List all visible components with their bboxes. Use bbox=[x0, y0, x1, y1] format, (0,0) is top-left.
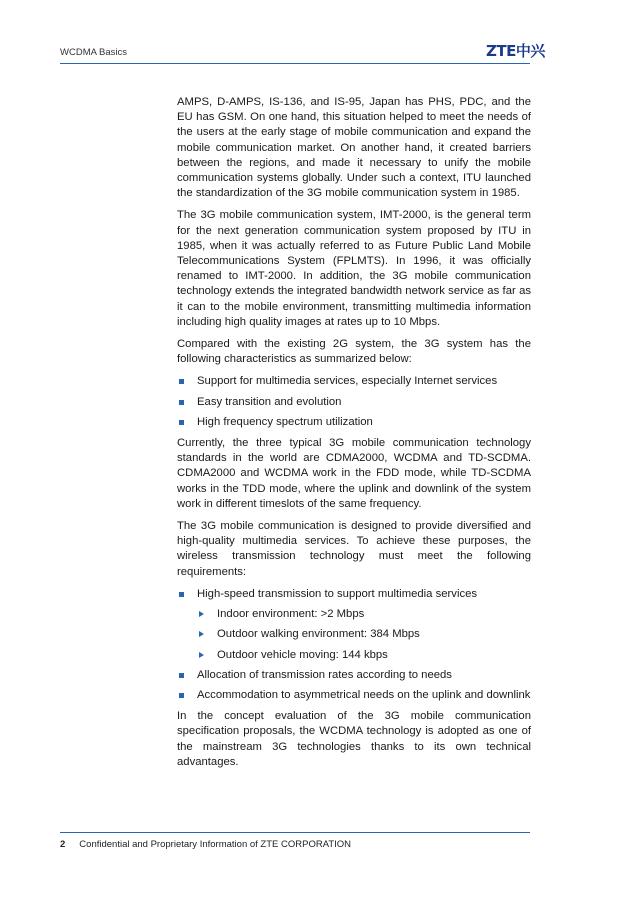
sub-list-item: Indoor environment: >2 Mbps bbox=[197, 607, 531, 622]
sub-list-item: Outdoor walking environment: 384 Mbps bbox=[197, 627, 531, 642]
sub-list-item: Outdoor vehicle moving: 144 kbps bbox=[197, 648, 531, 663]
page-footer bbox=[60, 839, 351, 850]
header-rule bbox=[60, 63, 530, 64]
paragraph: In the concept evaluation of the 3G mobile communication specification proposals, the WCDMA technology is adopted as one of the mainstream 3G technologies thanks to its own technical advantages. bbox=[177, 710, 531, 768]
list-item: Accommodation to asymmetrical needs on the uplink and downlink bbox=[177, 688, 531, 703]
list-item: High frequency spectrum utilization bbox=[177, 415, 531, 430]
zte-logo: ZTE中兴 bbox=[486, 42, 545, 60]
main-content bbox=[177, 95, 531, 777]
triangle-bullet-icon bbox=[199, 652, 204, 658]
triangle-bullet-icon bbox=[199, 631, 204, 637]
footer-text: Confidential and Proprietary Information of ZTE CORPORATION bbox=[79, 839, 352, 850]
square-bullet-icon bbox=[179, 400, 184, 405]
document-title: WCDMA Basics bbox=[60, 47, 128, 58]
list-item: Easy transition and evolution bbox=[177, 395, 531, 410]
paragraph: The 3G mobile communication is designed to provide diversified and high-quality multimedia services. To achieve these purposes, the wireless transmission technology must meet the following requirements: bbox=[177, 520, 531, 578]
list-item: Support for multimedia services, especially Internet services bbox=[177, 374, 531, 389]
paragraph: AMPS, D-AMPS, IS-136, and IS-95, Japan has PHS, PDC, and the EU has GSM. On one hand, this situation helped to meet the needs of the users at the early stage of mobile communication and expand the mobile communication market. On another hand, it created barriers between the regions, and made it necessary to unify the mobile communication systems globally. Under such a context, ITU launched the standardization of the 3G mobile communication system in 1985. bbox=[177, 96, 531, 200]
requirements-list bbox=[177, 587, 531, 703]
paragraph: The 3G mobile communication system, IMT-2000, is the general term for the next generation communication system proposed by ITU in 1985, when it was actually referred to as Future Public Land Mobile Telecommunications System (FPLMTS). In 1996, it was officially renamed to IMT-2000. In addition, the 3G mobile communication technology extends the integrated bandwidth network service as far as it can to the mobile environment, transmitting multimedia information including high quality images at rates up to 10 Mbps. bbox=[177, 209, 531, 328]
footer-rule bbox=[60, 832, 530, 833]
triangle-bullet-icon bbox=[199, 611, 204, 617]
square-bullet-icon bbox=[179, 693, 184, 698]
paragraph: Currently, the three typical 3G mobile communication technology standards in the world are CDMA2000, WCDMA and TD-SCDMA. CDMA2000 and WCDMA work in the FDD mode, while TD-SCDMA works in the TDD mode, where the uplink and downlink of the system work in different timeslots of the same frequency. bbox=[177, 437, 531, 510]
characteristics-list bbox=[177, 374, 531, 430]
square-bullet-icon bbox=[179, 592, 184, 597]
list-item: High-speed transmission to support multimedia services Indoor environment: >2 Mbps Outdoor walking environment: 384 Mbps Outdoor vehicle moving: 144 kbps bbox=[177, 587, 531, 663]
sub-list bbox=[197, 607, 531, 663]
list-item: Allocation of transmission rates according to needs bbox=[177, 668, 531, 683]
square-bullet-icon bbox=[179, 379, 184, 384]
paragraph: Compared with the existing 2G system, the 3G system has the following characteristics as summarized below: bbox=[177, 338, 531, 366]
square-bullet-icon bbox=[179, 420, 184, 425]
square-bullet-icon bbox=[179, 673, 184, 678]
page-number: 2 bbox=[60, 839, 66, 850]
